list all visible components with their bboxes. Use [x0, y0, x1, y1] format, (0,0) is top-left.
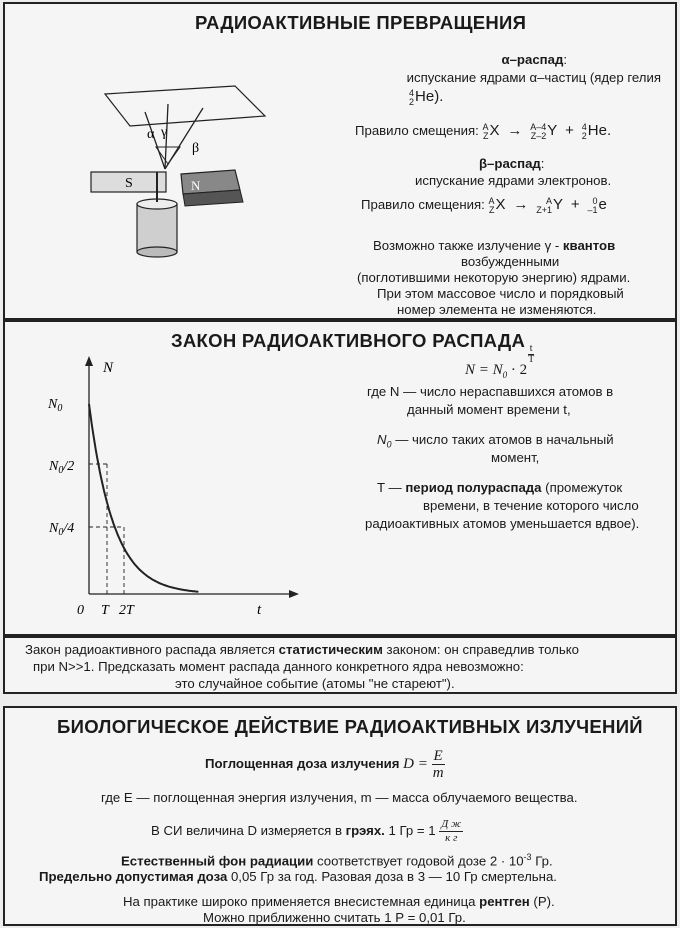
- where-t-2: времени, в течение которого число: [423, 498, 639, 513]
- helium-nucleus: 4 2 He).: [409, 87, 444, 107]
- section-title: РАДИОАКТИВНЫЕ ПРЕВРАЩЕНИЯ: [195, 12, 527, 33]
- origin-label: 0: [77, 603, 84, 614]
- roentgen-line: На практике широко применяется внесистемная единица рентген (Р).: [123, 894, 555, 909]
- beta-heading: β–распад:: [479, 156, 545, 171]
- y-tick-n0: $N_0$: [48, 397, 63, 414]
- gamma-text-4: При этом массовое число и порядковый: [377, 286, 624, 301]
- gamma-text-2: возбужденными: [461, 254, 560, 269]
- dose-definition: где E — поглощенная энергия излучения, m — масса облучаемого вещества.: [101, 790, 578, 805]
- statistical-line-1: Закон радиоактивного распада является статистическим законом: он справедлив только: [25, 642, 579, 657]
- radioactive-transformations-panel: [3, 2, 677, 320]
- y-tick-n0-quarter: $N_0/4$: [49, 521, 75, 538]
- x-tick-t: T: [101, 603, 109, 614]
- where-n0-2: момент,: [491, 450, 540, 465]
- where-t: T — период полураспада (промежуток: [377, 480, 623, 495]
- magnet-s-label: S: [125, 176, 133, 191]
- where-t-3: радиоактивных атомов уменьшается вдвое).: [365, 516, 640, 531]
- decay-law-panel: [3, 320, 677, 636]
- absorbed-dose-formula: Поглощенная доза излучения D = $\frac{E}{m}$: [205, 748, 444, 781]
- statistical-line-2: при N>>1. Предсказать момент распада данного конкретного ядра невозможно:: [33, 659, 524, 674]
- beta-description: испускание ядрами электронов.: [415, 173, 612, 188]
- biological-effect-panel: [3, 706, 677, 926]
- x-axis-label: t: [257, 602, 262, 614]
- gamma-ray-label: γ: [161, 125, 168, 140]
- alpha-heading: α–распад:: [501, 52, 567, 67]
- section-title: ЗАКОН РАДИОАКТИВНОГО РАСПАДА: [171, 330, 526, 351]
- section-title: БИОЛОГИЧЕСКОЕ ДЕЙСТВИЕ РАДИОАКТИВНЫХ ИЗЛУЧЕНИЙ: [57, 716, 643, 737]
- gamma-text-5: номер элемента не изменяются.: [397, 302, 597, 317]
- beta-ray-label: β: [192, 141, 200, 156]
- beta-displacement-rule: Правило смещения: A Z X → A Z+1 Y + 0 –1 e: [361, 195, 607, 215]
- x-tick-2t: 2T: [119, 603, 134, 614]
- where-n-2: данный момент времени t,: [407, 402, 571, 417]
- where-n: где N — число нераспавшихся атомов в: [367, 384, 614, 399]
- where-n0: $N_0$ — число таких атомов в начальный: [377, 432, 614, 450]
- natural-background-line: Естественный фон радиации соответствует годовой дозе $2 \cdot 10^{-3}$ Гр.: [121, 852, 553, 869]
- alpha-displacement-rule: Правило смещения: A Z X → A–4 Z–2 Y + 4 2 He.: [355, 121, 612, 141]
- dose-limit-line: Предельно допустимая доза 0,05 Гр за год. Разовая доза в 3 — 10 Гр смертельна.: [39, 869, 557, 884]
- roentgen-conversion: Можно приближенно считать 1 Р = 0,01 Гр.: [203, 910, 466, 925]
- alpha-ray-label: α: [147, 127, 155, 142]
- decay-curve-line: [89, 404, 198, 592]
- decay-law-formula: $N = N_0 \cdot 2$ $\frac{t}{T}$: [465, 343, 535, 380]
- y-axis-label: N: [103, 360, 114, 376]
- gamma-text-1: Возможно также излучение γ - квантов: [373, 238, 616, 253]
- statistical-law-panel: [3, 636, 677, 694]
- alpha-description: испускание ядрами α–частиц (ядер гелия: [406, 70, 661, 85]
- y-tick-n0-half: $N_0/2$: [49, 459, 75, 476]
- si-unit-line: В СИ величина D измеряется в грэях. 1 Гр = 1 Д ж к г: [151, 818, 462, 844]
- magnet-n-label: N: [191, 178, 201, 193]
- gamma-text-3: (поглотившими некоторую энергию) ядрами.: [357, 270, 631, 285]
- decay-apparatus-figure: [85, 64, 285, 279]
- statistical-line-3: это случайное событие (атомы "не стареют").: [175, 676, 455, 691]
- decay-curve-chart: [9, 352, 309, 614]
